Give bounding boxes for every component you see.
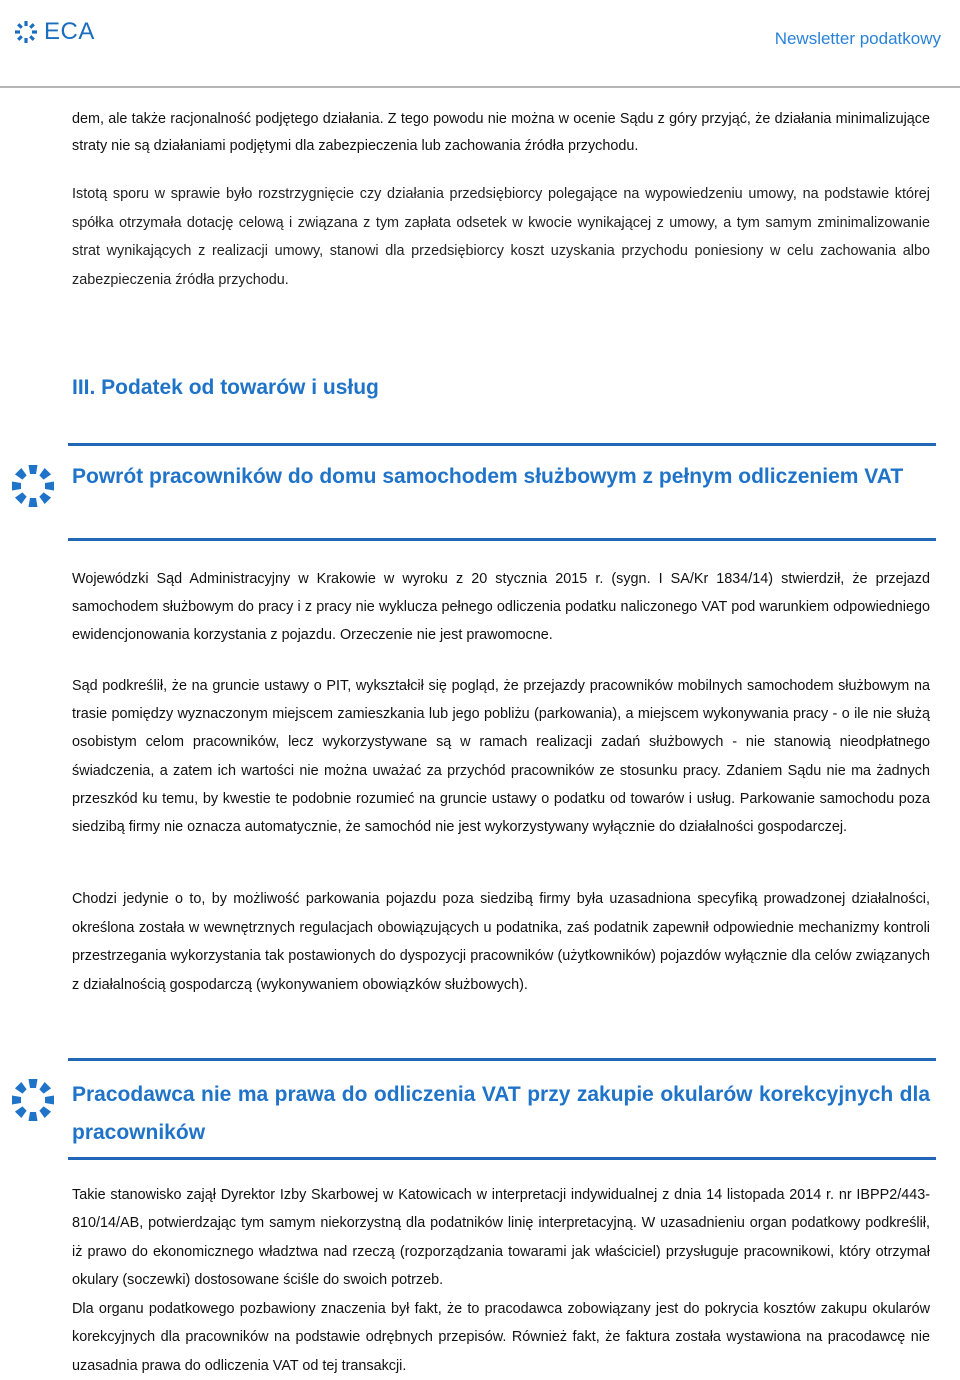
article1-paragraph-3: Chodzi jedynie o to, by możliwość parkowania pojazdu poza siedzibą firmy była uzasadniona specyfiką prowadzonej działalności, określona została w wewnętrznych regulacjach obowiązujących u podatnika, zaś podatnik zapewnił odpowiednie mechanizmy kontroli przestrzegania wykorzystania tak postawionych do dyspozycji pracowników (użytkowników) pojazdów wyłącznie dla celów związanych z działalnością gospodarczą (wykonywaniem obowiązków służbowych). [72, 891, 930, 993]
intro-paragraph: dem, ale także racjonalność podjętego działania. Z tego powodu nie można w ocenie Sądu z góry przyjąć, że działania minimalizujące straty nie są działaniami podjętymi dla zabezpieczenia lub zachowania źródła przychodu. [72, 111, 930, 154]
page-header [0, 0, 960, 88]
dispute-paragraph: Istotą sporu w sprawie było rozstrzygnięcie czy działania przedsiębiorcy polegające na wypowiedzeniu umowy, na podstawie której spółka otrzymała dotację celową i związana z tym zapłata odsetek w kwocie wynikającej z umowy, a tym samym zminimalizowanie strat wynikających z realizacji umowy, stanowi dla przedsiębiorcy koszt uzyskania przychodu poniesiony w celu zachowania albo zabezpieczenia źródła przychodu. [72, 186, 930, 288]
eca-logo[interactable] [14, 18, 95, 46]
article2-bottom-divider [68, 1157, 936, 1160]
section-heading: III. Podatek od towarów i usług [72, 376, 379, 399]
article2-paragraph-1: Takie stanowisko zajął Dyrektor Izby Skarbowej w Katowicach w interpretacji indywidualnej z dnia 14 listopada 2014 r. nr IBPP2/443-810/14/AB, potwierdzając tym samym niekorzystną dla podatników linię interpretacyjną. W uzasadnieniu organ podatkowy podkreślił, iż prawo do ekonomicznego władztwa nad rzeczą (rozporządzania towarami jak właściciel) przysługuje pracownikowi, który otrzymał okulary (soczewki) dostosowane ściśle do swoich potrzeb. [72, 1187, 930, 1289]
article2-title: Pracodawca nie ma prawa do odliczenia VAT przy zakupie okularów korekcyjnych dla pracowników [72, 1083, 930, 1144]
article2-top-divider [68, 1058, 936, 1061]
article1-top-divider [68, 443, 936, 446]
article2-paragraph-2: Dla organu podatkowego pozbawiony znaczenia był fakt, że to pracodawca zobowiązany jest do pokrycia kosztów zakupu okularów korekcyjnych dla pracowników na podstawie odrębnych przepisów. Również fakt, że faktura została wystawiona na pracodawcę nie uzasadnia prawa do odliczenia VAT od tej transakcji. [72, 1301, 930, 1374]
newsletter-title[interactable]: Newsletter podatkowy [774, 29, 941, 48]
article1-title: Powrót pracowników do domu samochodem służbowym z pełnym odliczeniem VAT [72, 465, 904, 488]
eca-logo-icon [14, 20, 38, 44]
header-divider [0, 86, 960, 88]
star-icon [11, 1078, 55, 1122]
star-icon [11, 464, 55, 508]
article1-paragraph-2: Sąd podkreślił, że na gruncie ustawy o PIT, wykształcił się pogląd, że przejazdy pracowników mobilnych samochodem służbowym na trasie pomiędzy wyznaczonym miejscem zamieszkania lub jego pobliżu (parkowania), a miejscem wykonywania pracy - o ile nie służą osobistym celom pracowników, lecz wykorzystywane są w ramach realizacji zadań służbowych - nie stanowią nieodpłatnego świadczenia, a zatem ich wartości nie można uważać za przychód pracowników ze stosunku pracy. Zdaniem Sądu nie ma żadnych przeszkód ku temu, by kwestie te podobnie rozumieć na gruncie ustawy o podatku od towarów i usług. Parkowanie samochodu poza siedzibą firmy nie oznacza automatycznie, że samochód nie jest wykorzystywany wyłącznie do działalności gospodarczej. [72, 678, 930, 836]
logo-text: ECA [44, 18, 95, 45]
article1-paragraph-1: Wojewódzki Sąd Administracyjny w Krakowie w wyroku z 20 stycznia 2015 r. (sygn. I SA/Kr 1834/14) stwierdził, że przejazd samochodem służbowym do pracy i z pracy nie wyklucza pełnego odliczenia podatku naliczonego VAT pod warunkiem odpowiedniego ewidencjonowania korzystania z pojazdu. Orzeczenie nie jest prawomocne. [72, 571, 930, 644]
article1-bottom-divider [68, 538, 936, 541]
